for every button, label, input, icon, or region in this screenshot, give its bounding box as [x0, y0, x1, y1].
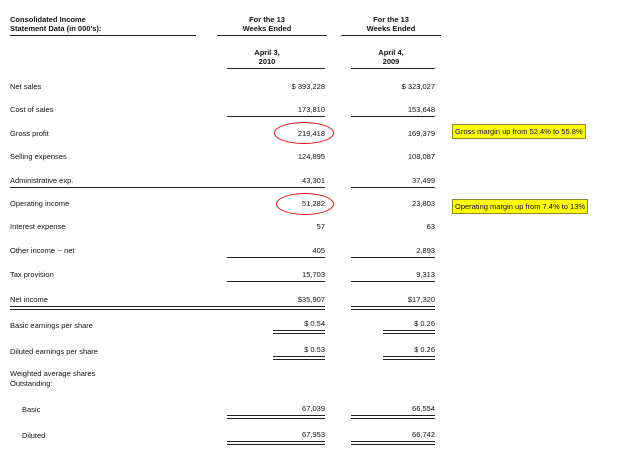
basic-shares-double-underline-2010 [227, 415, 325, 419]
row-label-other-income: Other income -- net [10, 246, 75, 255]
diluted-shares-double-underline-2010 [227, 441, 325, 445]
col-2010-heading: For the 13 Weeks Ended [242, 15, 292, 33]
col-2009-heading: For the 13 Weeks Ended [366, 15, 416, 33]
value-2010-net-sales: $ 393,228 [291, 82, 325, 91]
value-2010-other-income: 405 [312, 246, 325, 255]
value-2009-operating-income: 23,803 [412, 199, 435, 208]
tax-provision-underline-2009 [351, 281, 435, 282]
other-income-underline-2010 [227, 257, 325, 258]
row-label-weighted-average-shares: Weighted average shares Outstanding: [10, 369, 96, 388]
col-2009-date: April 4, 2009 [378, 48, 404, 66]
col-2010-date: April 3, 2010 [254, 48, 280, 66]
diluted-eps-double-underline-2009 [383, 356, 435, 360]
row-label-cost-of-sales: Cost of sales [10, 105, 54, 114]
row-label-basic-shares: Basic [22, 405, 41, 414]
operating-income-circle [276, 193, 334, 215]
row-label-operating-income: Operating income [10, 199, 70, 208]
value-2010-cost-of-sales: 173,810 [297, 105, 325, 114]
basic-eps-double-underline-2010 [273, 330, 325, 334]
admin-exp-underline-2010 [10, 187, 325, 188]
net-income-double-underline-2009 [351, 306, 435, 310]
diluted-shares-double-underline-2009 [351, 441, 435, 445]
row-label-basic-eps: Basic earnings per share [10, 321, 93, 330]
basic-eps-double-underline-2009 [383, 330, 435, 334]
value-2009-basic-eps: $ 0.26 [414, 319, 435, 328]
value-2009-selling-expenses: 108,087 [407, 152, 435, 161]
col-2010-date-underline [227, 68, 325, 69]
row-label-tax-provision: Tax provision [10, 270, 54, 279]
row-label-diluted-eps: Diluted earnings per share [10, 347, 98, 356]
value-2009-other-income: 2,893 [416, 246, 435, 255]
value-2010-basic-shares: 67,039 [302, 404, 325, 413]
value-2010-diluted-eps: $ 0.53 [304, 345, 325, 354]
col-2010-heading-underline [217, 35, 327, 36]
value-2009-net-income: $17,320 [407, 295, 435, 304]
net-income-double-underline-2010 [10, 306, 325, 310]
cost-of-sales-underline-2009 [351, 116, 435, 117]
value-2009-tax-provision: 9,313 [416, 270, 435, 279]
basic-shares-double-underline-2009 [351, 415, 435, 419]
value-2009-basic-shares: 66,554 [412, 404, 435, 413]
row-label-gross-profit: Gross profit [10, 129, 49, 138]
value-2010-interest-expense: 57 [316, 222, 325, 231]
diluted-eps-double-underline-2010 [273, 356, 325, 360]
value-2010-tax-provision: 15,703 [302, 270, 325, 279]
gross-margin-annotation: Gross margin up from 52.4% to 55.8% [452, 124, 586, 139]
gross-profit-circle [274, 122, 334, 144]
row-label-net-income: Net income [10, 295, 48, 304]
value-2010-selling-expenses: 124,895 [297, 152, 325, 161]
value-2009-administrative-exp: 37,499 [412, 176, 435, 185]
value-2009-diluted-shares: 66,742 [412, 430, 435, 439]
cost-of-sales-underline-2010 [227, 116, 325, 117]
value-2010-administrative-exp: 43,301 [302, 176, 325, 185]
value-2009-cost-of-sales: 153,648 [407, 105, 435, 114]
row-label-administrative-exp: Administrative exp. [10, 176, 74, 185]
row-label-selling-expenses: Selling expenses [10, 152, 67, 161]
col-2009-heading-underline [341, 35, 441, 36]
statement-title: Consolidated Income Statement Data (in 000's): [10, 15, 102, 33]
value-2009-net-sales: $ 323,027 [401, 82, 435, 91]
operating-margin-annotation: Operating margin up from 7.4% to 13% [452, 199, 588, 214]
value-2009-interest-expense: 63 [426, 222, 435, 231]
col-2009-date-underline [351, 68, 435, 69]
value-2010-operating-income: 51,282 [302, 199, 325, 208]
other-income-underline-2009 [351, 257, 435, 258]
title-underline [10, 35, 196, 36]
value-2010-diluted-shares: 67,953 [302, 430, 325, 439]
row-label-interest-expense: Interest expense [10, 222, 66, 231]
admin-exp-underline-2009 [351, 187, 435, 188]
row-label-net-sales: Net sales [10, 82, 42, 91]
value-2010-gross-profit: 219,418 [297, 129, 325, 138]
value-2010-basic-eps: $ 0.54 [304, 319, 325, 328]
value-2010-net-income: $35,907 [297, 295, 325, 304]
row-label-diluted-shares: Diluted [22, 431, 46, 440]
tax-provision-underline-2010 [227, 281, 325, 282]
value-2009-diluted-eps: $ 0.26 [414, 345, 435, 354]
value-2009-gross-profit: 169,379 [407, 129, 435, 138]
